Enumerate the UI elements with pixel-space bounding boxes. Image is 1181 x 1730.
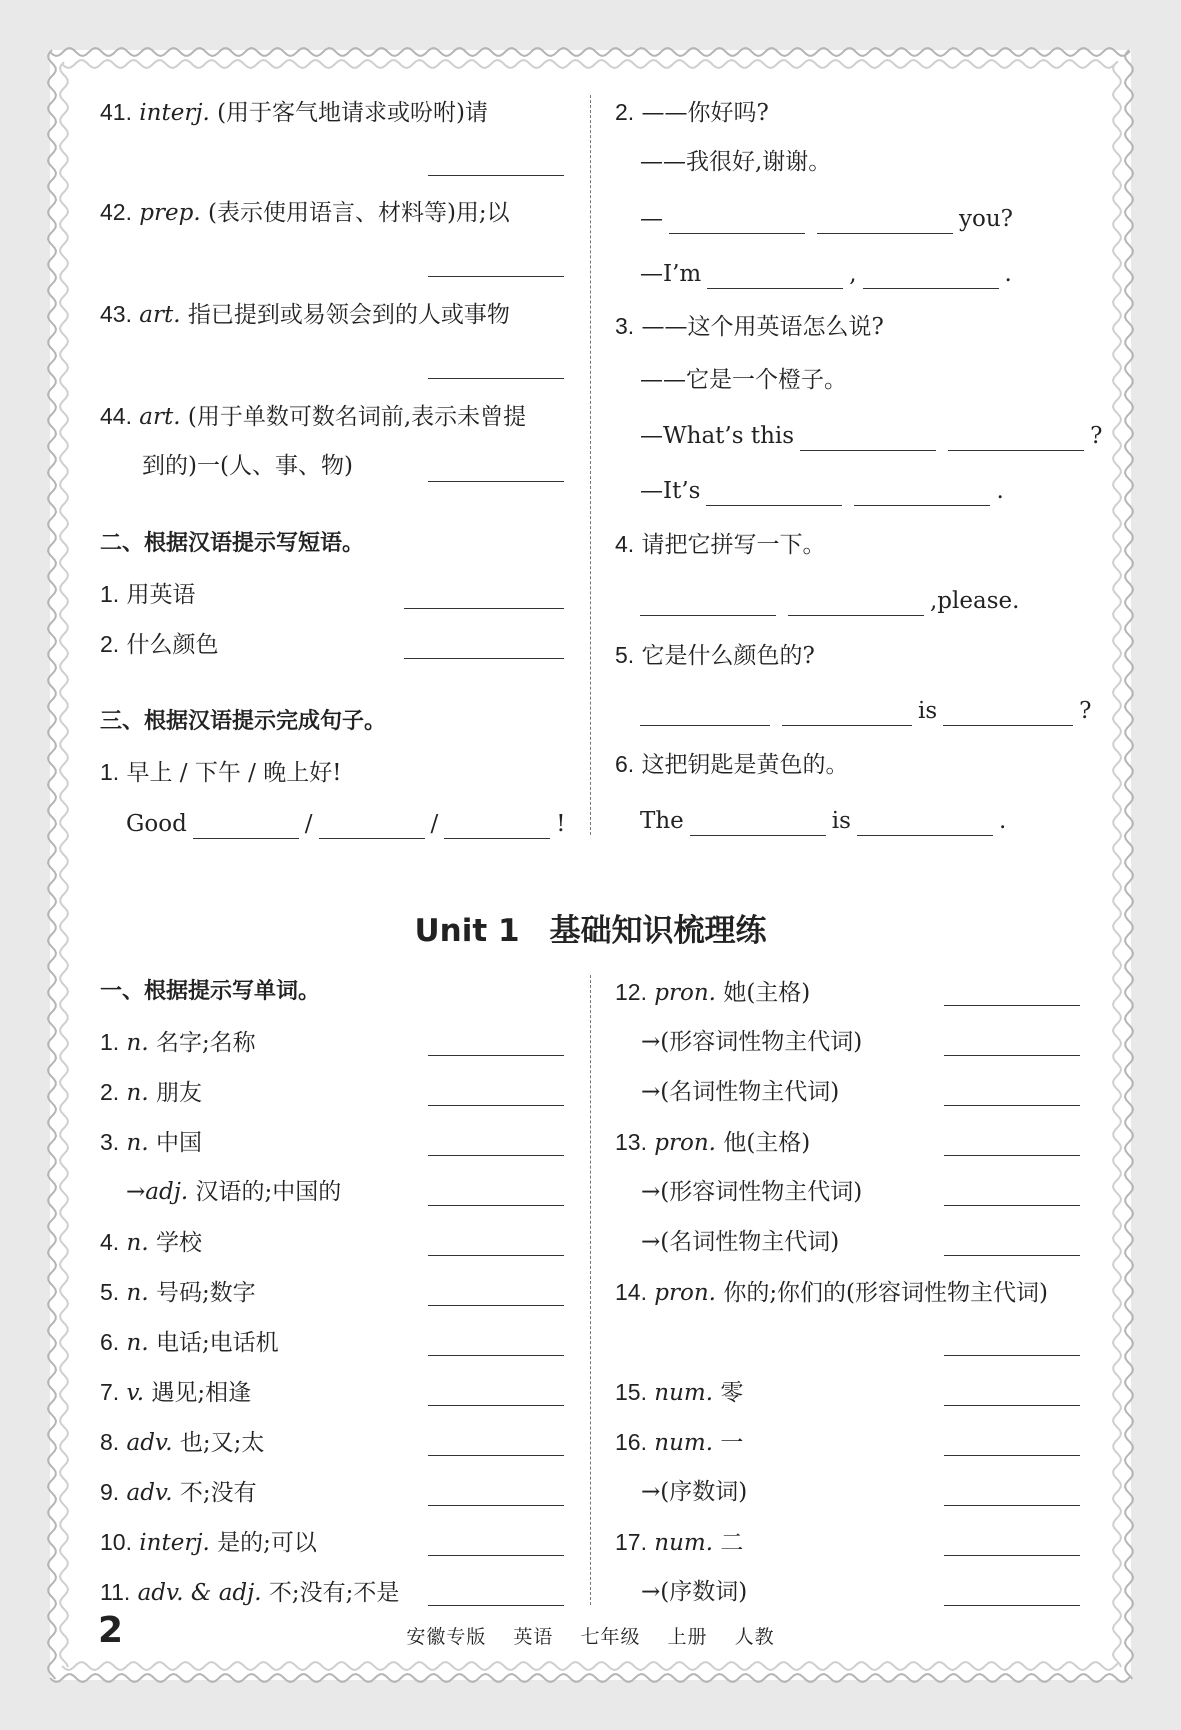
q3-blank-4[interactable] (854, 483, 990, 506)
answer-blank[interactable] (428, 1305, 564, 1306)
sentence-item-1: 1. 早上 / 下午 / 晚上好! (100, 759, 342, 786)
q5-blank-2[interactable] (782, 703, 912, 726)
q2-en-line-2: —I’m , . (640, 261, 1012, 287)
answer-blank[interactable] (428, 1555, 564, 1556)
q3-blank-2[interactable] (948, 428, 1084, 451)
word-item: 14. pron. 你的;你们的(形容词性物主代词) (615, 1279, 1049, 1306)
word-item: 16. num. 一 (615, 1429, 744, 1456)
q3-cn-line-2: ——它是一个橙子。 (640, 367, 847, 393)
column-divider-bottom (590, 975, 591, 1605)
q2-blank-4[interactable] (863, 266, 999, 289)
section-2-heading: 二、根据汉语提示写短语。 (100, 531, 365, 556)
answer-blank-44[interactable] (428, 481, 564, 482)
word-item: →(形容词性物主代词) (641, 1179, 863, 1205)
answer-blank[interactable] (944, 1455, 1080, 1456)
word-item: 10. interj. 是的;可以 (100, 1529, 317, 1556)
page-number: 2 (98, 1610, 124, 1651)
word-item: 8. adv. 也;又;太 (100, 1429, 265, 1456)
q4-blank-2[interactable] (788, 593, 924, 616)
word-item: →(名词性物主代词) (641, 1229, 840, 1255)
q2-blank-3[interactable] (707, 266, 843, 289)
word-item: 13. pron. 他(主格) (615, 1129, 811, 1156)
word-item: 12. pron. 她(主格) (615, 979, 811, 1006)
q2-blank-1[interactable] (669, 211, 805, 234)
q2-blank-2[interactable] (817, 211, 953, 234)
answer-blank-43[interactable] (428, 378, 564, 379)
phrase-blank-2[interactable] (404, 658, 564, 659)
q4-cn: 4. 请把它拼写一下。 (615, 531, 826, 558)
word-item: →(名词性物主代词) (641, 1079, 840, 1105)
answer-blank[interactable] (428, 1605, 564, 1606)
answer-blank[interactable] (428, 1505, 564, 1506)
answer-blank[interactable] (944, 1605, 1080, 1606)
item-44-continued: 到的)一(人、事、物) (142, 453, 353, 479)
answer-blank[interactable] (428, 1155, 564, 1156)
item-44: 44. art. (用于单数可数名词前,表示未曾提 (100, 403, 527, 430)
word-item: 9. adv. 不;没有 (100, 1479, 257, 1506)
answer-blank[interactable] (428, 1105, 564, 1106)
item-41: 41. interj. (用于客气地请求或吩咐)请 (100, 99, 489, 126)
q5-blank-3[interactable] (943, 703, 1073, 726)
q3-blank-3[interactable] (706, 483, 842, 506)
answer-blank[interactable] (944, 1255, 1080, 1256)
phrase-item-2: 2. 什么颜色 (100, 631, 219, 658)
answer-blank[interactable] (944, 1355, 1080, 1356)
q6-blank-2[interactable] (857, 813, 993, 836)
answer-blank[interactable] (428, 1205, 564, 1206)
word-item: 5. n. 号码;数字 (100, 1279, 256, 1306)
answer-blank-42[interactable] (428, 276, 564, 277)
item-43: 43. art. 指已提到或易领会到的人或事物 (100, 301, 510, 328)
answer-blank[interactable] (944, 1155, 1080, 1156)
answer-blank[interactable] (428, 1055, 564, 1056)
q5-cn: 5. 它是什么颜色的? (615, 642, 815, 669)
word-item: 6. n. 电话;电话机 (100, 1329, 279, 1356)
column-divider-top (590, 95, 591, 835)
word-item: →(序数词) (641, 1479, 748, 1505)
unit-section-1-heading: 一、根据提示写单词。 (100, 979, 321, 1004)
good-blank-3[interactable] (444, 816, 550, 839)
q4-blank-1[interactable] (640, 593, 776, 616)
word-item: 3. n. 中国 (100, 1129, 202, 1156)
answer-blank[interactable] (944, 1205, 1080, 1206)
answer-blank[interactable] (944, 1005, 1080, 1006)
answer-blank[interactable] (428, 1405, 564, 1406)
unit-title: Unit 1 基础知识梳理练 (414, 913, 767, 949)
answer-blank[interactable] (428, 1255, 564, 1256)
word-item: →adj. 汉语的;中国的 (126, 1179, 342, 1205)
answer-blank[interactable] (944, 1505, 1080, 1506)
phrase-blank-1[interactable] (404, 608, 564, 609)
q2-cn-line-1: 2. ——你好吗? (615, 99, 769, 126)
word-item: 11. adv. & adj. 不;没有;不是 (100, 1579, 400, 1606)
answer-blank[interactable] (428, 1455, 564, 1456)
word-item: 7. v. 遇见;相逢 (100, 1379, 252, 1406)
q6-blank-1[interactable] (690, 813, 826, 836)
q2-cn-line-2: ——我很好,谢谢。 (640, 149, 832, 175)
sentence-answer-1: Good / / ! (126, 811, 566, 837)
q5-blank-1[interactable] (640, 703, 770, 726)
q3-en-line-1: —What’s this ? (640, 423, 1103, 449)
answer-blank[interactable] (944, 1055, 1080, 1056)
item-42: 42. prep. (表示使用语言、材料等)用;以 (100, 199, 510, 226)
answer-blank-41[interactable] (428, 175, 564, 176)
q3-cn-line-1: 3. ——这个用英语怎么说? (615, 313, 884, 340)
phrase-item-1: 1. 用英语 (100, 581, 196, 608)
word-item: →(形容词性物主代词) (641, 1029, 863, 1055)
answer-blank[interactable] (428, 1355, 564, 1356)
q6-en: The is . (640, 808, 1007, 834)
section-3-heading: 三、根据汉语提示完成句子。 (100, 709, 387, 734)
answer-blank[interactable] (944, 1405, 1080, 1406)
good-blank-2[interactable] (319, 816, 425, 839)
word-item: 15. num. 零 (615, 1379, 744, 1406)
word-item: →(序数词) (641, 1579, 748, 1605)
word-item: 17. num. 二 (615, 1529, 744, 1556)
q2-en-line-1: — you? (640, 206, 1013, 232)
q6-cn: 6. 这把钥匙是黄色的。 (615, 751, 849, 778)
q5-en: is ? (634, 696, 1092, 726)
answer-blank[interactable] (944, 1555, 1080, 1556)
q3-en-line-2: —It’s . (640, 478, 1004, 504)
good-blank-1[interactable] (193, 816, 299, 839)
footer: 安徽专版 英语 七年级 上册 人教 (406, 1626, 775, 1648)
word-item: 2. n. 朋友 (100, 1079, 202, 1106)
word-item: 4. n. 学校 (100, 1229, 202, 1256)
answer-blank[interactable] (944, 1105, 1080, 1106)
word-item: 1. n. 名字;名称 (100, 1029, 256, 1056)
q4-en: ,please. (634, 586, 1019, 616)
q3-blank-1[interactable] (800, 428, 936, 451)
